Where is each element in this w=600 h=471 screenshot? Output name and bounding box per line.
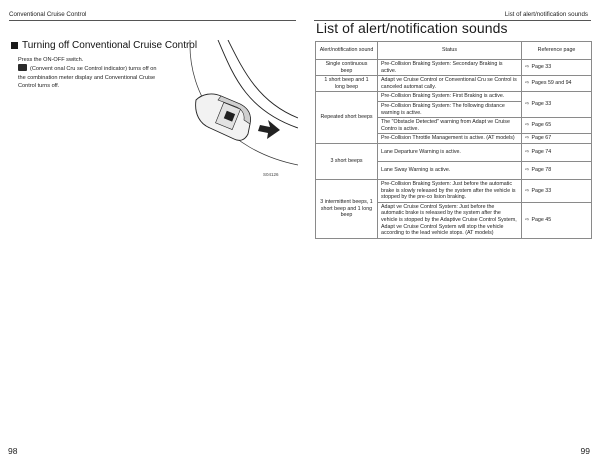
reference-page-link[interactable]: Pages 59 and 94 bbox=[531, 80, 572, 87]
page-number-right: 99 bbox=[580, 446, 590, 456]
instruction-line-1: Press the ON-OFF switch. bbox=[18, 57, 84, 63]
reference-cell bbox=[522, 134, 592, 144]
sound-cell: 3 intermittent beeps, 1 short beep and 1 long beep bbox=[316, 179, 378, 238]
reference-cell bbox=[522, 143, 592, 161]
reference-page-link[interactable]: Page 78 bbox=[531, 167, 552, 174]
running-header-right: List of alert/notification sounds bbox=[504, 11, 588, 18]
status-cell: Lane Departure Warning is active. bbox=[378, 143, 522, 161]
press-arrow-icon bbox=[258, 120, 280, 139]
steering-switch-illustration bbox=[188, 40, 298, 190]
reference-page-link[interactable]: Page 33 bbox=[531, 101, 552, 108]
reference-cell bbox=[522, 118, 592, 134]
sound-cell: Single continuous beep bbox=[316, 60, 378, 76]
table-header-row bbox=[316, 42, 592, 60]
table-row bbox=[316, 60, 592, 76]
table-row bbox=[316, 143, 592, 161]
reference-page-link[interactable]: Page 45 bbox=[531, 216, 552, 223]
alert-sounds-table bbox=[315, 41, 592, 239]
status-cell: Pre-Collision Throttle Management is active. (AT models) bbox=[378, 134, 522, 144]
reference-cell bbox=[522, 92, 592, 118]
reference-page-link[interactable]: Page 33 bbox=[531, 187, 552, 194]
sound-cell: 3 short beeps bbox=[316, 143, 378, 179]
page-arrow-icon: ⇨ bbox=[525, 101, 530, 108]
reference-cell bbox=[522, 60, 592, 76]
sound-cell: Repeated short beeps bbox=[316, 92, 378, 144]
column-header-reference: Reference page bbox=[522, 42, 592, 60]
column-header-status: Status bbox=[378, 42, 522, 60]
status-cell: Adapt ve Cruise Control or Conventional Cru se Control is canceled automat cally. bbox=[378, 76, 522, 92]
header-rule-left bbox=[9, 20, 296, 21]
section-title-text: Turning off Conventional Cruise Control bbox=[22, 40, 198, 51]
reference-page-link[interactable]: Page 33 bbox=[531, 64, 552, 71]
reference-cell bbox=[522, 161, 592, 179]
illustration-code: S04126 bbox=[263, 172, 279, 177]
page-arrow-icon: ⇨ bbox=[525, 149, 530, 156]
square-bullet-icon bbox=[11, 42, 18, 49]
page-title: List of alert/notification sounds bbox=[316, 20, 508, 36]
status-cell: The "Obstacle Detected" warning from Adapt ve Cruise Contro is active. bbox=[378, 118, 522, 134]
reference-page-link[interactable]: Page 65 bbox=[531, 122, 552, 129]
reference-page-link[interactable]: Page 74 bbox=[531, 149, 552, 156]
status-cell: Pre-Collision Braking System: The following distance warning is active. bbox=[378, 101, 522, 117]
status-cell: Adapt ve Cruise Control System: Just before the automatic brake is released by the system after the vehicle is stopped by the Adaptive Cruise Control System, Adapt ve Cruise Control System will stop the vehicle according to the lead vehicle stops. (AT models) bbox=[378, 202, 522, 238]
page-arrow-icon: ⇨ bbox=[525, 187, 530, 194]
table-row bbox=[316, 76, 592, 92]
page-arrow-icon: ⇨ bbox=[525, 80, 530, 87]
instruction-line-2 bbox=[18, 64, 158, 90]
reference-cell bbox=[522, 179, 592, 202]
page-arrow-icon: ⇨ bbox=[525, 135, 530, 142]
running-header-left: Conventional Cruise Control bbox=[9, 11, 87, 18]
status-cell: Pre-Collision Braking System: Just before the automatic brake is slowly released by the system after the vehicle is stopped by the pre-co lision braking. bbox=[378, 179, 522, 202]
status-cell: Lane Sway Warning is active. bbox=[378, 161, 522, 179]
column-header-sound: Alert/notification sound bbox=[316, 42, 378, 60]
instruction-line-2-text: (Convent onal Cru se Control indicator) turns off on the combination meter display and Conventional Cruise Control turns off. bbox=[18, 66, 157, 90]
cruise-indicator-icon bbox=[18, 64, 27, 71]
table-row bbox=[316, 179, 592, 202]
page-arrow-icon: ⇨ bbox=[525, 64, 530, 71]
page-number-left: 98 bbox=[8, 446, 18, 456]
status-cell: Pre-Collision Braking System: Secondary Braking is active. bbox=[378, 60, 522, 76]
page-arrow-icon: ⇨ bbox=[525, 216, 530, 223]
page-arrow-icon: ⇨ bbox=[525, 122, 530, 129]
reference-page-link[interactable]: Page 67 bbox=[531, 135, 552, 142]
instruction-text bbox=[18, 56, 158, 91]
page-arrow-icon: ⇨ bbox=[525, 167, 530, 174]
status-cell: Pre-Collision Braking System: First Braking is active. bbox=[378, 92, 522, 102]
reference-cell bbox=[522, 202, 592, 238]
section-title bbox=[11, 40, 197, 51]
reference-cell bbox=[522, 76, 592, 92]
table-row bbox=[316, 92, 592, 102]
sound-cell: 1 short beep and 1 long beep bbox=[316, 76, 378, 92]
